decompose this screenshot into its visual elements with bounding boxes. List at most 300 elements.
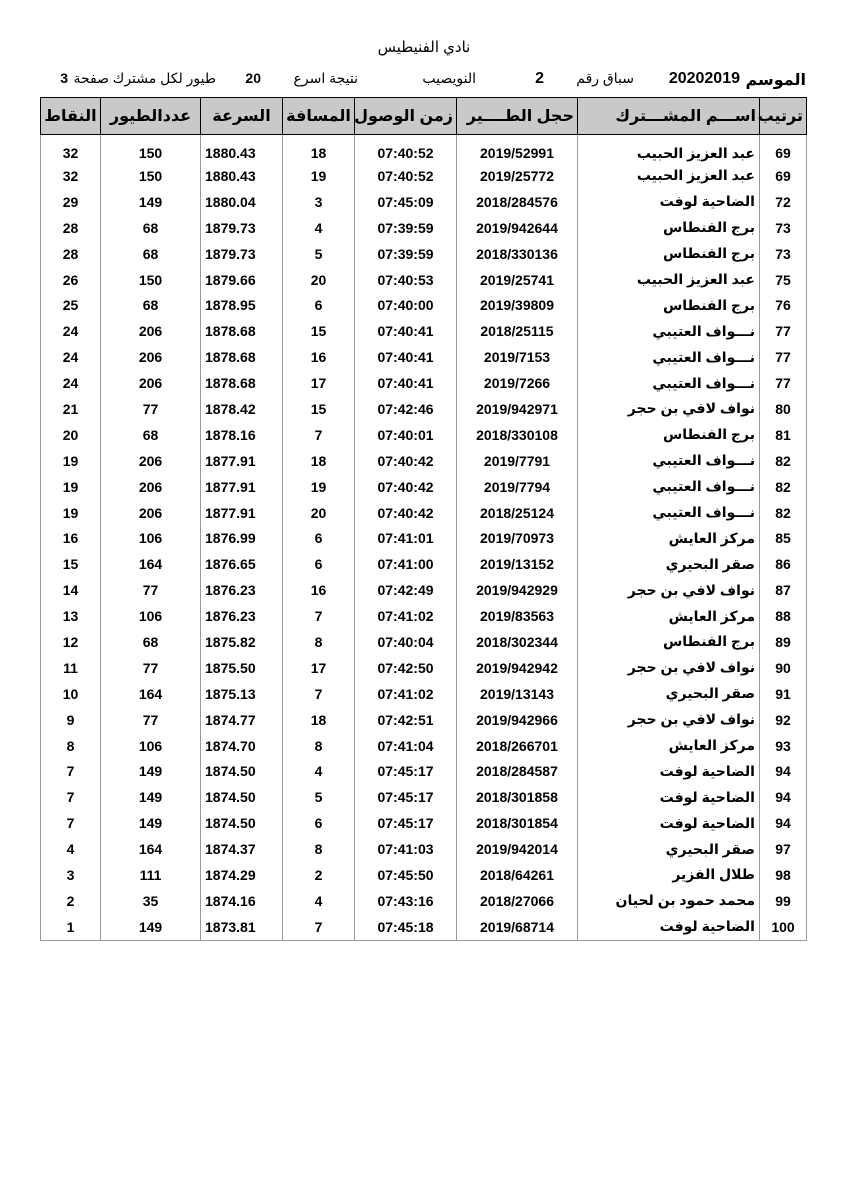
result-label: نتيجة اسرع [293, 70, 358, 86]
points-cell: 11 [41, 655, 101, 681]
rank-cell: 76 [760, 292, 807, 318]
points-cell: 19 [41, 474, 101, 500]
distance-cell: 3 [283, 189, 355, 215]
birds-count-cell: 149 [101, 784, 201, 810]
rank-cell: 82 [760, 448, 807, 474]
table-row [41, 888, 807, 914]
birds-count-cell: 68 [101, 241, 201, 267]
arrival-time-cell: 07:40:41 [355, 344, 457, 370]
owner-cell: عبد العزيز الحبيب [578, 163, 760, 189]
owner-cell: برج الفنطاس [578, 241, 760, 267]
points-cell: 8 [41, 733, 101, 759]
col-header-ring: حجل الطــــير [457, 98, 578, 135]
ring-cell: 2018/64261 [457, 862, 578, 888]
points-cell: 4 [41, 836, 101, 862]
distance-cell: 8 [283, 733, 355, 759]
birds-count-cell: 150 [101, 163, 201, 189]
birds-count-cell: 206 [101, 448, 201, 474]
ring-cell: 2018/284576 [457, 189, 578, 215]
points-cell: 12 [41, 629, 101, 655]
ring-cell: 2019/52991 [457, 135, 578, 164]
distance-cell: 8 [283, 836, 355, 862]
rank-cell: 80 [760, 396, 807, 422]
arrival-time-cell: 07:40:01 [355, 422, 457, 448]
arrival-time-cell: 07:42:49 [355, 577, 457, 603]
distance-cell: 15 [283, 396, 355, 422]
owner-cell: نـــواف العتيبي [578, 344, 760, 370]
speed-cell: 1879.73 [201, 215, 283, 241]
arrival-time-cell: 07:45:17 [355, 758, 457, 784]
distance-cell: 15 [283, 318, 355, 344]
table-row [41, 836, 807, 862]
arrival-time-cell: 07:41:02 [355, 603, 457, 629]
birds-count-cell: 106 [101, 525, 201, 551]
table-row [41, 370, 807, 396]
arrival-time-cell: 07:45:17 [355, 784, 457, 810]
ring-cell: 2018/301858 [457, 784, 578, 810]
owner-cell: نواف لافي بن حجر [578, 707, 760, 733]
table-row [41, 448, 807, 474]
owner-cell: الضاحية لوفت [578, 758, 760, 784]
ring-cell: 2019/39809 [457, 292, 578, 318]
points-cell: 26 [41, 267, 101, 293]
ring-cell: 2019/7794 [457, 474, 578, 500]
owner-cell: نـــواف العتيبي [578, 318, 760, 344]
owner-cell: برج الفنطاس [578, 215, 760, 241]
arrival-time-cell: 07:45:17 [355, 810, 457, 836]
points-cell: 16 [41, 525, 101, 551]
ring-cell: 2018/27066 [457, 888, 578, 914]
ring-cell: 2019/83563 [457, 603, 578, 629]
owner-cell: صقر البحيري [578, 551, 760, 577]
col-header-distance: المسافة [283, 98, 355, 135]
speed-cell: 1874.29 [201, 862, 283, 888]
club-title: نادي الفنيطيس [377, 39, 471, 56]
season-value: 20202019 [668, 70, 740, 87]
birds-count-cell: 164 [101, 836, 201, 862]
speed-cell: 1876.65 [201, 551, 283, 577]
results-table [40, 97, 807, 941]
arrival-time-cell: 07:42:51 [355, 707, 457, 733]
points-cell: 25 [41, 292, 101, 318]
distance-cell: 4 [283, 888, 355, 914]
speed-cell: 1880.43 [201, 163, 283, 189]
ring-cell: 2019/13143 [457, 681, 578, 707]
points-cell: 15 [41, 551, 101, 577]
col-header-points: النقاط [41, 98, 101, 135]
table-row [41, 396, 807, 422]
speed-cell: 1875.82 [201, 629, 283, 655]
rank-cell: 93 [760, 733, 807, 759]
ring-cell: 2018/284587 [457, 758, 578, 784]
distance-cell: 6 [283, 810, 355, 836]
speed-cell: 1878.42 [201, 396, 283, 422]
distance-cell: 17 [283, 370, 355, 396]
ring-cell: 2018/330108 [457, 422, 578, 448]
ring-cell: 2019/25741 [457, 267, 578, 293]
table-row [41, 810, 807, 836]
owner-cell: نـــواف العتيبي [578, 474, 760, 500]
distance-cell: 2 [283, 862, 355, 888]
points-cell: 28 [41, 241, 101, 267]
arrival-time-cell: 07:40:52 [355, 163, 457, 189]
speed-cell: 1879.66 [201, 267, 283, 293]
distance-cell: 7 [283, 603, 355, 629]
table-row [41, 189, 807, 215]
birds-count-cell: 111 [101, 862, 201, 888]
speed-cell: 1878.68 [201, 318, 283, 344]
birds-count-cell: 77 [101, 577, 201, 603]
owner-cell: الضاحية لوفت [578, 189, 760, 215]
arrival-time-cell: 07:45:18 [355, 914, 457, 940]
speed-cell: 1874.50 [201, 784, 283, 810]
birds-count-cell: 164 [101, 681, 201, 707]
distance-cell: 6 [283, 525, 355, 551]
ring-cell: 2019/942942 [457, 655, 578, 681]
speed-cell: 1880.04 [201, 189, 283, 215]
distance-cell: 7 [283, 914, 355, 940]
owner-cell: الضاحية لوفت [578, 914, 760, 940]
distance-cell: 4 [283, 758, 355, 784]
points-cell: 14 [41, 577, 101, 603]
rank-cell: 75 [760, 267, 807, 293]
ring-cell: 2019/13152 [457, 551, 578, 577]
table-row [41, 655, 807, 681]
speed-cell: 1878.16 [201, 422, 283, 448]
points-cell: 7 [41, 758, 101, 784]
table-row [41, 707, 807, 733]
col-header-owner: اســـم المشـــترك [578, 98, 760, 135]
arrival-time-cell: 07:40:00 [355, 292, 457, 318]
rank-cell: 81 [760, 422, 807, 448]
ring-cell: 2019/942644 [457, 215, 578, 241]
birds-count-cell: 68 [101, 292, 201, 318]
ring-cell: 2019/942966 [457, 707, 578, 733]
table-row [41, 500, 807, 526]
table-row [41, 474, 807, 500]
table-row [41, 215, 807, 241]
rank-cell: 100 [760, 914, 807, 940]
owner-cell: نـــواف العتيبي [578, 500, 760, 526]
table-row [41, 551, 807, 577]
race-location: النويصيب [422, 70, 476, 86]
arrival-time-cell: 07:40:53 [355, 267, 457, 293]
speed-cell: 1876.99 [201, 525, 283, 551]
table-row [41, 733, 807, 759]
rank-cell: 77 [760, 344, 807, 370]
birds-count-cell: 68 [101, 629, 201, 655]
speed-cell: 1880.43 [201, 135, 283, 164]
owner-cell: مركز العايش [578, 525, 760, 551]
rank-cell: 69 [760, 135, 807, 164]
table-row [41, 525, 807, 551]
arrival-time-cell: 07:39:59 [355, 241, 457, 267]
ring-cell: 2019/7266 [457, 370, 578, 396]
birds-count-cell: 77 [101, 655, 201, 681]
distance-cell: 8 [283, 629, 355, 655]
points-cell: 32 [41, 135, 101, 164]
points-cell: 10 [41, 681, 101, 707]
birds-count-cell: 149 [101, 914, 201, 940]
points-cell: 2 [41, 888, 101, 914]
points-cell: 24 [41, 318, 101, 344]
distance-cell: 7 [283, 681, 355, 707]
birds-count-cell: 206 [101, 344, 201, 370]
distance-cell: 16 [283, 344, 355, 370]
ring-cell: 2019/25772 [457, 163, 578, 189]
points-cell: 21 [41, 396, 101, 422]
ring-cell: 2019/942929 [457, 577, 578, 603]
rank-cell: 72 [760, 189, 807, 215]
points-cell: 32 [41, 163, 101, 189]
race-label: سباق رقم [576, 70, 634, 86]
owner-cell: برج الفنطاس [578, 629, 760, 655]
table-row [41, 784, 807, 810]
table-row [41, 758, 807, 784]
owner-cell: الضاحية لوفت [578, 784, 760, 810]
table-row [41, 603, 807, 629]
arrival-time-cell: 07:41:01 [355, 525, 457, 551]
birds-count-cell: 206 [101, 370, 201, 396]
results-body [41, 135, 807, 941]
rank-cell: 92 [760, 707, 807, 733]
speed-cell: 1878.68 [201, 370, 283, 396]
points-cell: 28 [41, 215, 101, 241]
rank-cell: 82 [760, 500, 807, 526]
birds-count-cell: 68 [101, 422, 201, 448]
birds-label: طيور لكل مشترك [112, 70, 216, 86]
page-label: صفحة [73, 70, 109, 86]
speed-cell: 1874.50 [201, 758, 283, 784]
rank-cell: 88 [760, 603, 807, 629]
owner-cell: نواف لافي بن حجر [578, 655, 760, 681]
table-row [41, 862, 807, 888]
birds-count-cell: 106 [101, 603, 201, 629]
birds-count-cell: 150 [101, 267, 201, 293]
distance-cell: 19 [283, 163, 355, 189]
rank-cell: 77 [760, 370, 807, 396]
distance-cell: 19 [283, 474, 355, 500]
arrival-time-cell: 07:42:46 [355, 396, 457, 422]
rank-cell: 77 [760, 318, 807, 344]
rank-cell: 90 [760, 655, 807, 681]
distance-cell: 5 [283, 784, 355, 810]
owner-cell: مركز العايش [578, 603, 760, 629]
arrival-time-cell: 07:40:42 [355, 474, 457, 500]
distance-cell: 5 [283, 241, 355, 267]
rank-cell: 98 [760, 862, 807, 888]
rank-cell: 89 [760, 629, 807, 655]
arrival-time-cell: 07:40:52 [355, 135, 457, 164]
speed-cell: 1878.68 [201, 344, 283, 370]
points-cell: 24 [41, 344, 101, 370]
birds-count-cell: 149 [101, 758, 201, 784]
rank-cell: 94 [760, 810, 807, 836]
birds-count-cell: 206 [101, 318, 201, 344]
ring-cell: 2018/330136 [457, 241, 578, 267]
ring-cell: 2018/301854 [457, 810, 578, 836]
points-cell: 19 [41, 500, 101, 526]
rank-cell: 85 [760, 525, 807, 551]
col-header-birds: عددالطيور [101, 98, 201, 135]
owner-cell: نواف لافي بن حجر [578, 396, 760, 422]
rank-cell: 94 [760, 784, 807, 810]
table-row [41, 318, 807, 344]
ring-cell: 2019/68714 [457, 914, 578, 940]
rank-cell: 91 [760, 681, 807, 707]
birds-count-cell: 68 [101, 215, 201, 241]
ring-cell: 2018/302344 [457, 629, 578, 655]
ring-cell: 2019/7791 [457, 448, 578, 474]
owner-cell: نـــواف العتيبي [578, 370, 760, 396]
owner-cell: نواف لافي بن حجر [578, 577, 760, 603]
page-number: 3 [60, 70, 68, 86]
birds-count-cell: 77 [101, 396, 201, 422]
arrival-time-cell: 07:42:50 [355, 655, 457, 681]
table-row [41, 163, 807, 189]
ring-cell: 2018/266701 [457, 733, 578, 759]
arrival-time-cell: 07:41:00 [355, 551, 457, 577]
arrival-time-cell: 07:45:50 [355, 862, 457, 888]
owner-cell: برج الفنطاس [578, 422, 760, 448]
speed-cell: 1874.37 [201, 836, 283, 862]
points-cell: 19 [41, 448, 101, 474]
owner-cell: عبد العزيز الحبيب [578, 267, 760, 293]
rank-cell: 73 [760, 215, 807, 241]
owner-cell: صقر البحيري [578, 836, 760, 862]
race-info-line [40, 70, 806, 90]
arrival-time-cell: 07:40:41 [355, 318, 457, 344]
ring-cell: 2018/25115 [457, 318, 578, 344]
owner-cell: صقر البحيري [578, 681, 760, 707]
points-cell: 13 [41, 603, 101, 629]
rank-cell: 99 [760, 888, 807, 914]
birds-count-cell: 149 [101, 810, 201, 836]
distance-cell: 7 [283, 422, 355, 448]
rank-cell: 97 [760, 836, 807, 862]
birds-count-cell: 164 [101, 551, 201, 577]
speed-cell: 1874.70 [201, 733, 283, 759]
distance-cell: 18 [283, 135, 355, 164]
table-row [41, 241, 807, 267]
season-label: الموسم [745, 72, 806, 89]
table-row [41, 422, 807, 448]
ring-cell: 2019/942014 [457, 836, 578, 862]
birds-count-cell: 149 [101, 189, 201, 215]
table-row [41, 344, 807, 370]
points-cell: 3 [41, 862, 101, 888]
owner-cell: عبد العزيز الحبيب [578, 135, 760, 164]
table-row [41, 267, 807, 293]
owner-cell: محمد حمود بن لحيان [578, 888, 760, 914]
rank-cell: 69 [760, 163, 807, 189]
rank-cell: 73 [760, 241, 807, 267]
table-row [41, 135, 807, 164]
ring-cell: 2019/7153 [457, 344, 578, 370]
points-cell: 7 [41, 810, 101, 836]
speed-cell: 1877.91 [201, 448, 283, 474]
distance-cell: 16 [283, 577, 355, 603]
speed-cell: 1874.77 [201, 707, 283, 733]
speed-cell: 1873.81 [201, 914, 283, 940]
table-row [41, 914, 807, 940]
arrival-time-cell: 07:43:16 [355, 888, 457, 914]
speed-cell: 1875.13 [201, 681, 283, 707]
table-header-row [41, 98, 807, 135]
points-cell: 20 [41, 422, 101, 448]
speed-cell: 1875.50 [201, 655, 283, 681]
arrival-time-cell: 07:45:09 [355, 189, 457, 215]
owner-cell: طلال الفزير [578, 862, 760, 888]
speed-cell: 1874.50 [201, 810, 283, 836]
rank-cell: 82 [760, 474, 807, 500]
table-row [41, 577, 807, 603]
speed-cell: 1877.91 [201, 500, 283, 526]
owner-cell: برج الفنطاس [578, 292, 760, 318]
ring-cell: 2019/70973 [457, 525, 578, 551]
distance-cell: 18 [283, 707, 355, 733]
owner-cell: مركز العايش [578, 733, 760, 759]
owner-cell: نـــواف العتيبي [578, 448, 760, 474]
points-cell: 9 [41, 707, 101, 733]
arrival-time-cell: 07:40:04 [355, 629, 457, 655]
birds-count-cell: 35 [101, 888, 201, 914]
ring-cell: 2018/25124 [457, 500, 578, 526]
speed-cell: 1878.95 [201, 292, 283, 318]
distance-cell: 6 [283, 551, 355, 577]
speed-cell: 1877.91 [201, 474, 283, 500]
col-header-arrival: زمن الوصول [355, 98, 457, 135]
birds-count-cell: 106 [101, 733, 201, 759]
speed-cell: 1874.16 [201, 888, 283, 914]
distance-cell: 17 [283, 655, 355, 681]
birds-count: 20 [245, 70, 261, 86]
speed-cell: 1876.23 [201, 577, 283, 603]
table-row [41, 292, 807, 318]
arrival-time-cell: 07:39:59 [355, 215, 457, 241]
points-cell: 29 [41, 189, 101, 215]
ring-cell: 2019/942971 [457, 396, 578, 422]
rank-cell: 87 [760, 577, 807, 603]
birds-count-cell: 150 [101, 135, 201, 164]
birds-count-cell: 206 [101, 500, 201, 526]
table-row [41, 629, 807, 655]
distance-cell: 20 [283, 500, 355, 526]
race-number: 2 [535, 70, 544, 87]
col-header-rank: ترتيب [760, 98, 807, 135]
arrival-time-cell: 07:40:42 [355, 500, 457, 526]
arrival-time-cell: 07:40:42 [355, 448, 457, 474]
distance-cell: 4 [283, 215, 355, 241]
points-cell: 24 [41, 370, 101, 396]
distance-cell: 20 [283, 267, 355, 293]
arrival-time-cell: 07:40:41 [355, 370, 457, 396]
rank-cell: 94 [760, 758, 807, 784]
rank-cell: 86 [760, 551, 807, 577]
col-header-speed: السرعة [201, 98, 283, 135]
points-cell: 7 [41, 784, 101, 810]
owner-cell: الضاحية لوفت [578, 810, 760, 836]
birds-count-cell: 77 [101, 707, 201, 733]
distance-cell: 6 [283, 292, 355, 318]
table-row [41, 681, 807, 707]
arrival-time-cell: 07:41:04 [355, 733, 457, 759]
speed-cell: 1879.73 [201, 241, 283, 267]
speed-cell: 1876.23 [201, 603, 283, 629]
points-cell: 1 [41, 914, 101, 940]
arrival-time-cell: 07:41:02 [355, 681, 457, 707]
birds-count-cell: 206 [101, 474, 201, 500]
